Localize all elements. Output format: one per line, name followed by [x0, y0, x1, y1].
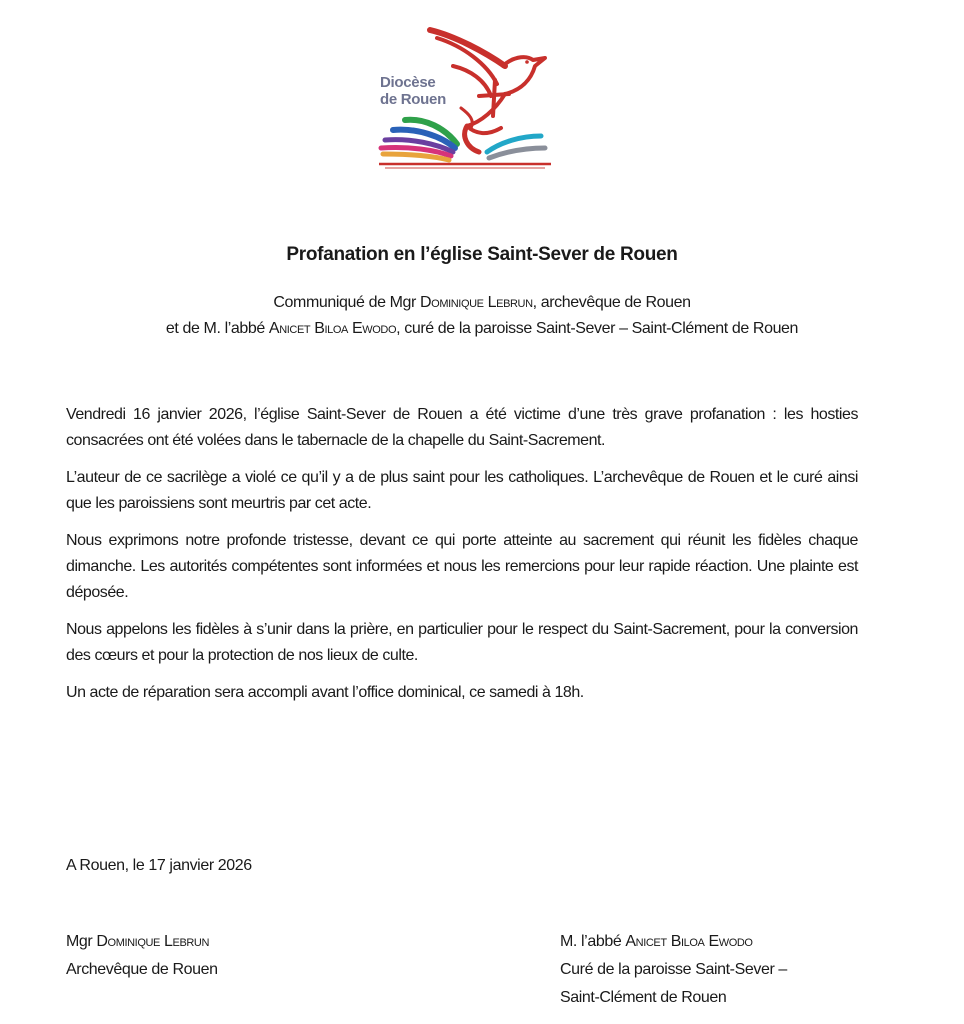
paragraph: L’auteur de ce sacrilège a violé ce qu’il y a de plus saint pour les catholiques. L’archevêque de Rouen et le curé ainsi que les paroissiens sont meurtris par cet acte.: [66, 469, 858, 512]
logo-text: [380, 74, 446, 108]
document-subtitle: [0, 290, 964, 342]
logo-line-2: de Rouen: [380, 91, 446, 108]
signature-priest: [560, 928, 787, 1012]
signature-role: Archevêque de Rouen: [66, 961, 218, 978]
paragraph: Vendredi 16 janvier 2026, l’église Saint-Sever de Rouen a été victime d’une très grave profanation : les hosties consacrées ont été volées dans le tabernacle de la chapelle du Saint-Sacrement.: [66, 406, 858, 449]
priest-name: Anicet Biloa Ewodo: [268, 320, 397, 337]
archbishop-name: Dominique Lebrun: [420, 294, 533, 311]
signature-role: Curé de la paroisse Saint-Sever –: [560, 961, 787, 978]
logo-line-1: Diocèse: [380, 74, 436, 91]
date-line: A Rouen, le 17 janvier 2026: [66, 857, 252, 874]
diocese-logo: [375, 24, 555, 174]
signature-role: Saint-Clément de Rouen: [560, 989, 727, 1006]
signature-name: Dominique Lebrun: [96, 933, 210, 950]
subtitle-suffix: , archevêque de Rouen: [532, 294, 691, 311]
signature-title: Mgr: [66, 933, 97, 950]
signature-name-line: [66, 928, 218, 956]
signature-name-line: [560, 928, 787, 956]
paragraph: Nous appelons les fidèles à s’unir dans la prière, en particulier pour le respect du Saint-Sacrement, pour la conversion des cœurs et pour la protection de nos lieux de culte.: [66, 621, 858, 664]
subtitle-prefix: Communiqué de Mgr: [273, 294, 421, 311]
subtitle-suffix: , curé de la paroisse Saint-Sever – Saint-Clément de Rouen: [396, 320, 799, 337]
subtitle-line-2: [0, 316, 964, 342]
subtitle-line-1: [0, 290, 964, 316]
communique-body: [66, 402, 858, 717]
paragraph: Nous exprimons notre profonde tristesse, devant ce qui porte atteinte au sacrement qui réunit les fidèles chaque dimanche. Les autorités compétentes sont informées et nous les remercions pour leur rapide réaction. Une plainte est déposée.: [66, 532, 858, 601]
signature-archbishop: [66, 928, 218, 984]
subtitle-prefix: et de M. l’abbé: [165, 320, 269, 337]
signature-title: M. l’abbé: [560, 933, 626, 950]
paragraph: Un acte de réparation sera accompli avant l’office dominical, ce samedi à 18h.: [66, 684, 584, 701]
document-title: Profanation en l’église Saint-Sever de Rouen: [286, 244, 678, 265]
signature-name: Anicet Biloa Ewodo: [625, 933, 753, 950]
